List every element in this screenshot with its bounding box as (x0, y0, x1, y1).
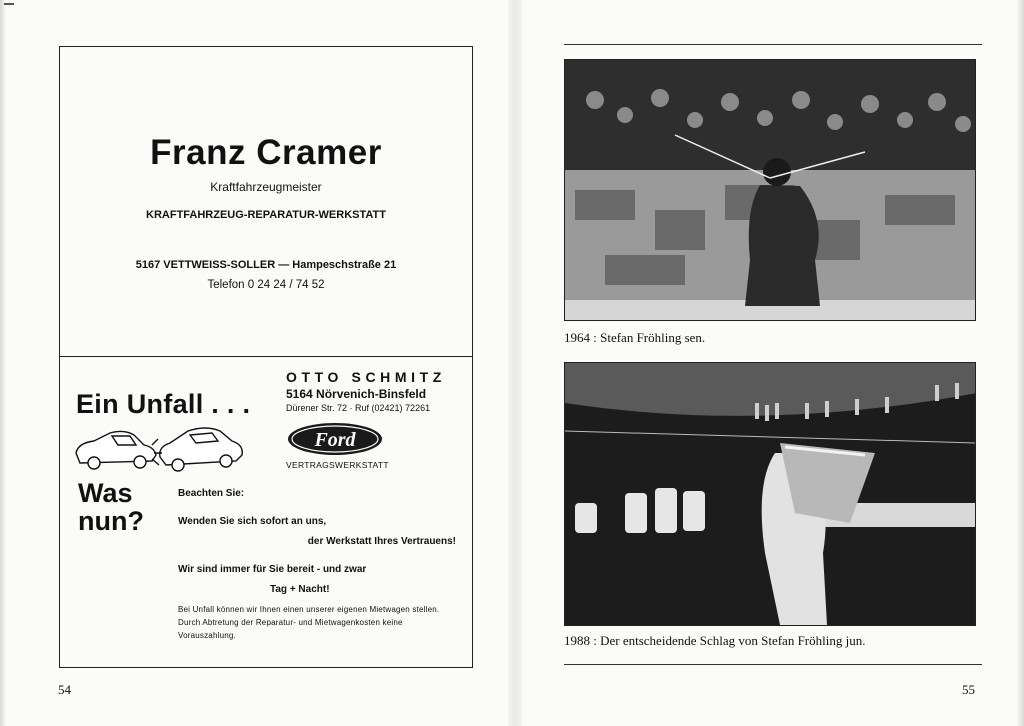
dealer-label: VERTRAGSWERKSTATT (286, 460, 389, 470)
question-line-1: Was (78, 478, 133, 508)
advertisement-divider (60, 356, 472, 357)
scan-mark (4, 3, 14, 5)
page-edge-right (1016, 0, 1024, 726)
beachten-text: Beachten Sie: (178, 488, 245, 499)
cramer-phone: Telefon 0 24 24 / 74 52 (207, 279, 325, 291)
page-number-left: 54 (58, 682, 71, 697)
cramer-address: 5167 VETTWEISS-SOLLER — Hampeschstraße 21 (135, 259, 397, 271)
bereit-text: Wir sind immer für Sie bereit - und zwar (178, 564, 367, 575)
ford-logo-text: Ford (314, 429, 356, 451)
cramer-title: Kraftfahrzeugmeister (210, 180, 322, 194)
accident-headline: Ein Unfall . . . (76, 389, 251, 419)
photo-1988 (564, 362, 976, 626)
page-edge-left (0, 0, 6, 726)
photo-caption-1988: 1988 : Der entscheidende Schlag von Stefan Fröhling jun. (564, 633, 866, 648)
schmitz-street: Dürener Str. 72 · Ruf (02421) 72261 (286, 403, 431, 413)
ford-logo (286, 421, 384, 457)
cramer-name: Franz Cramer (150, 133, 382, 172)
advertisement-frame (59, 46, 473, 668)
top-rule (564, 44, 982, 45)
bottom-rule (564, 664, 982, 665)
photo-1988-image (565, 363, 976, 626)
cramer-workshop: KRAFTFAHRZEUG-REPARATUR-WERKSTATT (146, 209, 386, 221)
photo-1964 (564, 59, 976, 321)
photo-1964-image (565, 60, 976, 321)
fine-print: Bei Unfall können wir Ihnen einen unserer eigenen Mietwagen stellen. Durch Abtretung der Reparatur- und Mietwagenkosten keine Vorauszahlung. (178, 605, 440, 640)
schmitz-name: OTTO SCHMITZ (286, 369, 446, 385)
photo-caption-1964: 1964 : Stefan Fröhling sen. (564, 330, 706, 345)
wenden-text: Wenden Sie sich sofort an uns, (178, 516, 327, 527)
question-line-2: nun? (78, 506, 144, 536)
schmitz-city: 5164 Nörvenich-Binsfeld (286, 387, 427, 401)
page-number-right: 55 (962, 682, 975, 697)
cramer-advertisement (60, 47, 472, 356)
werkstatt-text: der Werkstatt Ihres Vertrauens! (307, 536, 456, 547)
crashed-cars-illustration (72, 423, 248, 475)
day-night-text: Tag + Nacht! (270, 584, 330, 595)
book-spine (508, 0, 522, 726)
